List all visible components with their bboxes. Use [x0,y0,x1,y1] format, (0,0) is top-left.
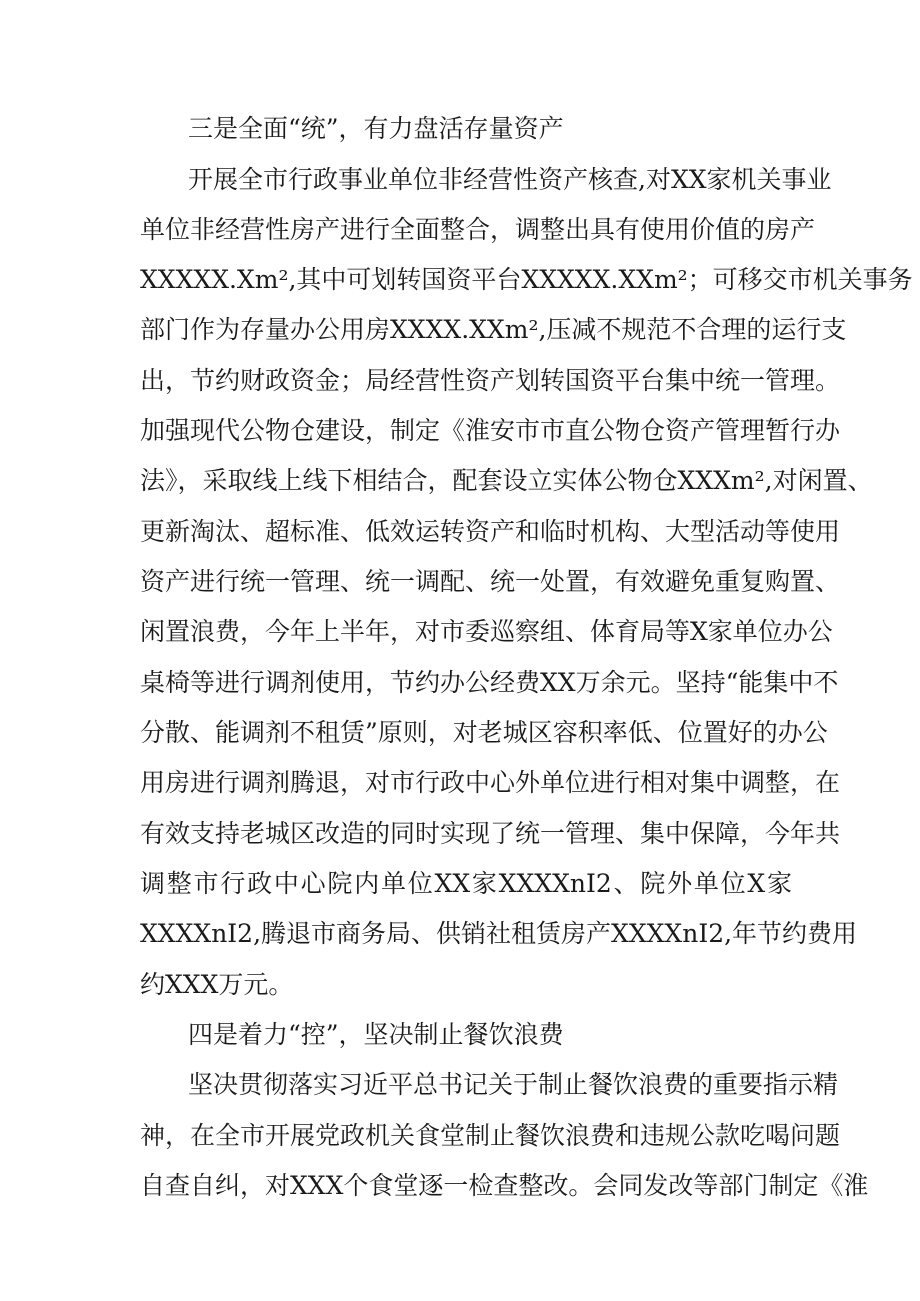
paragraph-line: 单位非经营性房产进行全面整合，调整出具有使用价值的房产 [140,215,816,244]
paragraph-line: XXXXX.Xm²,其中可划转国资平台XXXXX.XXm²；可移交市机关事务 [140,265,913,294]
paragraph-line: 用房进行调剂腾退，对市行政中心外单位进行相对集中调整，在 [140,768,841,797]
paragraph-line: 资产进行统一管理、统一调配、统一处置，有效避免重复购置、 [140,567,841,596]
paragraph-line: 出，节约财政资金；局经营性资产划转国资平台集中统一管理。 [140,366,841,395]
section-3-heading: 三是全面“统”，有力盘活存量资产 [188,114,564,143]
paragraph-line: 桌椅等进行调剂使用，节约办公经费XX万余元。坚持“能集中不 [140,668,839,697]
paragraph-line: 闲置浪费，今年上半年，对市委巡察组、体育局等X家单位办公 [140,617,833,646]
paragraph-line: 法》，采取线上线下相结合，配套设立实体公物仓XXXm²,对闲置、 [140,466,873,495]
paragraph-line: 自查自纠，对XXX个食堂逐一检查整改。会同发改等部门制定《淮 [140,1171,869,1200]
paragraph-line: 坚决贯彻落实习近平总书记关于制止餐饮浪费的重要指示精 [188,1070,839,1099]
paragraph-line: XXXXnI2,腾退市商务局、供销社租赁房产XXXXnI2,年节约费用 [140,919,858,948]
paragraph-line: 调整市行政中心院内单位XX家XXXXnI2、院外单位X家 [140,869,792,898]
paragraph-line: 分散、能调剂不租赁”原则，对老城区容积率低、位置好的办公 [140,718,828,747]
paragraph-line: 神，在全市开展党政机关食堂制止餐饮浪费和违规公款吃喝问题 [140,1121,841,1150]
paragraph-line-last: 约XXX万元。 [140,970,294,999]
paragraph-line: 更新淘汰、超标准、低效运转资产和临时机构、大型活动等使用 [140,517,841,546]
paragraph-line: 有效支持老城区改造的同时实现了统一管理、集中保障，今年共 [140,819,841,848]
section-4-heading: 四是着力“控”，坚决制止餐饮浪费 [188,1020,564,1049]
paragraph-line: 加强现代公物仓建设，制定《淮安市市直公物仓资产管理暂行办 [140,416,841,445]
paragraph-line: 开展全市行政事业单位非经营性资产核查,对XX家机关事业 [188,165,832,194]
paragraph-line: 部门作为存量办公用房XXXX.XXm²,压减不规范不合理的运行支 [140,315,847,344]
